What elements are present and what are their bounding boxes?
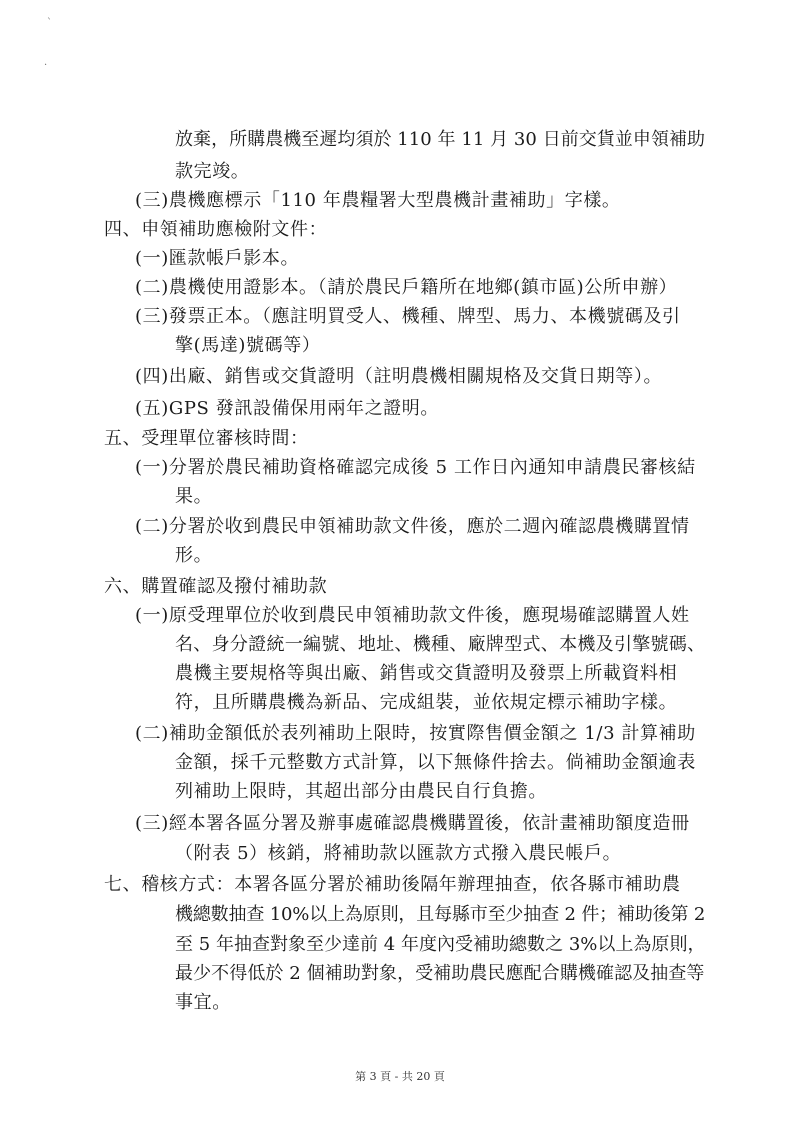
text-line: 擎(馬達)號碼等） (175, 335, 321, 356)
text-line: (三)經本署各區分署及辦事處確認農機購置後，依計畫補助額度造冊 (135, 813, 690, 834)
scan-speck: ˋ (47, 18, 52, 29)
section-heading: 六、購置確認及撥付補助款 (104, 576, 328, 597)
text-line: (二)分署於收到農民申領補助款文件後，應於二週內確認農機購置情 (135, 516, 690, 537)
text-line: (二)農機使用證影本。（請於農民戶籍所在地鄉(鎮市區)公所申辦） (135, 277, 678, 298)
text-line: 最少不得低於 2 個補助對象，受補助農民應配合購機確認及抽查等 (175, 963, 705, 984)
text-line: 金額，採千元整數方式計算，以下無條件捨去。倘補助金額逾表 (175, 752, 696, 773)
section-heading: 四、申領補助應檢附文件： (104, 219, 328, 240)
text-line: 名、身分證統一編號、地址、機種、廠牌型式、本機及引擎號碼、 (175, 634, 706, 655)
text-line: （附表 5）核銷，將補助款以匯款方式撥入農民帳戶。 (175, 843, 622, 864)
text-line: 款完竣。 (175, 161, 250, 182)
text-line: (二)補助金額低於表列補助上限時，按實際售價金額之 1/3 計算補助 (135, 723, 696, 744)
text-line: (一)原受理單位於收到農民申領補助款文件後，應現場確認購置人姓 (135, 605, 690, 626)
text-line: (一)分署於農民補助資格確認完成後 5 工作日內通知申請農民審核結 (135, 457, 696, 478)
text-line: 農機主要規格等與出廠、銷售或交貨證明及發票上所載資料相 (175, 663, 678, 684)
text-line: (五)GPS 發訊設備保用兩年之證明。 (135, 398, 439, 419)
text-line: (三)農機應標示「110 年農糧署大型農機計畫補助」字樣。 (135, 190, 621, 211)
text-line: 放棄，所購農機至遲均須於 110 年 11 月 30 日前交貨並申領補助 (175, 129, 706, 150)
text-line: 至 5 年抽查對象至少達前 4 年度內受補助總數之 3%以上為原則， (175, 934, 706, 955)
text-line: 形。 (175, 545, 213, 566)
text-line: 機總數抽查 10%以上為原則，且每縣市至少抽查 2 件；補助後第 2 (175, 904, 706, 925)
text-line: 符，且所購農機為新品、完成組裝，並依規定標示補助字樣。 (175, 692, 678, 713)
text-line: 列補助上限時，其超出部分由農民自行負擔。 (175, 781, 547, 802)
section-heading: 七、稽核方式：本署各區分署於補助後隔年辦理抽查，依各縣市補助農 (104, 874, 681, 895)
text-line: 果。 (175, 486, 213, 507)
text-line: (一)匯款帳戶影本。 (135, 248, 300, 269)
section-heading: 五、受理單位審核時間： (104, 428, 309, 449)
page-number: 第 3 頁 - 共 20 頁 (355, 1070, 445, 1083)
scan-speck: · (44, 60, 48, 71)
text-line: 事宜。 (175, 992, 231, 1013)
text-line: (三)發票正本。（應註明買受人、機種、牌型、馬力、本機號碼及引 (135, 306, 681, 327)
text-line: (四)出廠、銷售或交貨證明（註明農機相關規格及交貨日期等）。 (135, 366, 663, 387)
